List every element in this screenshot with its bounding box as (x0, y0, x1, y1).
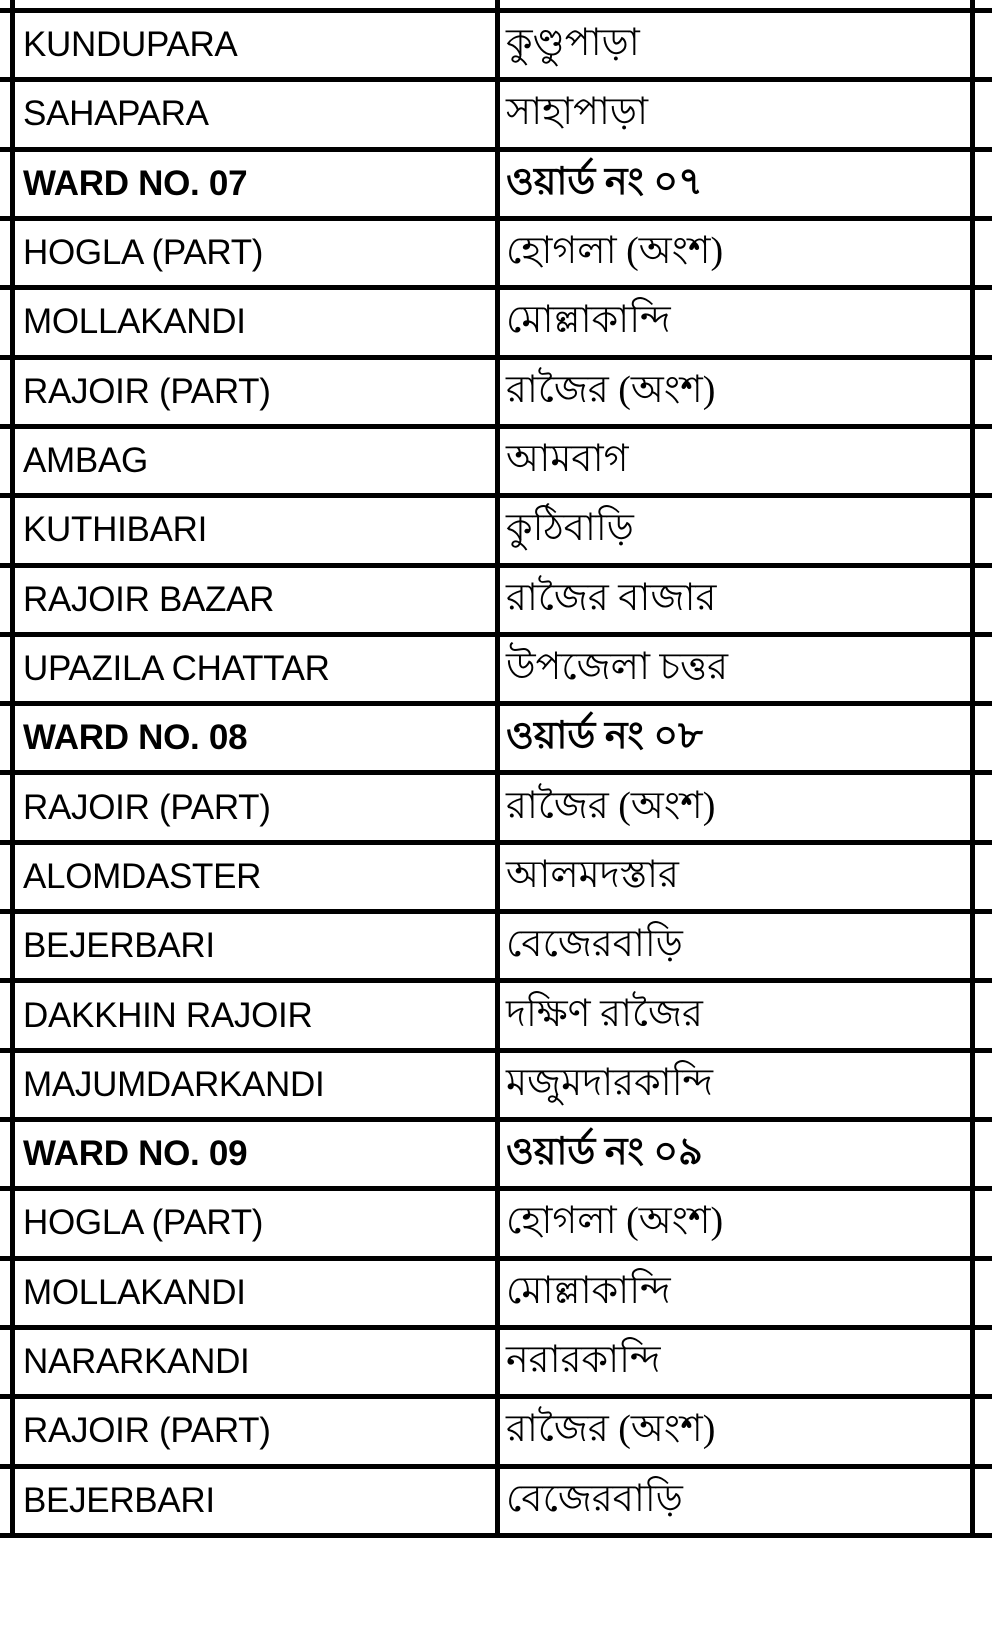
cell-english-name (15, 983, 500, 1047)
table-left-edge (0, 221, 15, 285)
table-right-edge (975, 568, 992, 632)
bengali-name-text: হোগলা (অংশ) (506, 1200, 724, 1243)
table-row (0, 290, 992, 359)
table-right-edge (975, 429, 992, 493)
table-row (0, 1399, 992, 1468)
bengali-name-text: বেজেরবাড়ি (506, 923, 683, 966)
english-name-text: BEJERBARI (23, 1480, 215, 1520)
table-left-edge (0, 290, 15, 354)
table-left-edge (0, 1053, 15, 1117)
english-name-text: WARD NO. 08 (23, 718, 248, 758)
english-name-text: MOLLAKANDI (23, 1272, 246, 1312)
english-name-text: WARD NO. 09 (23, 1134, 248, 1174)
table-left-edge (0, 1122, 15, 1186)
bengali-name-text: রাজৈর বাজার (506, 576, 717, 619)
english-name-text: MAJUMDARKANDI (23, 1064, 325, 1104)
cell-bengali-name (500, 82, 975, 146)
cell-bengali-name (500, 914, 975, 978)
ward-header-row (0, 152, 992, 221)
english-name-text: DAKKHIN RAJOIR (23, 995, 313, 1035)
english-name-text: KUNDUPARA (23, 25, 238, 65)
table-right-edge (975, 1469, 992, 1533)
table-left-edge (0, 1191, 15, 1255)
bengali-name-text: আলমদস্তার (506, 853, 679, 896)
bengali-name-text: মোল্লাকান্দি (506, 299, 671, 342)
english-name-text: WARD NO. 07 (23, 163, 248, 203)
table-right-edge (975, 775, 992, 839)
table-right-edge (975, 13, 992, 77)
table-left-edge (0, 1261, 15, 1325)
bengali-name-text: রাজৈর (অংশ) (506, 1408, 716, 1451)
table-row (0, 845, 992, 914)
table-left-edge (0, 983, 15, 1047)
table-row (0, 1053, 992, 1122)
english-name-text: ALOMDASTER (23, 856, 262, 896)
cell-english-name (15, 429, 500, 493)
table-left-edge (0, 1330, 15, 1394)
table-left-edge (0, 914, 15, 978)
cell-english-name (15, 1469, 500, 1533)
cell-bengali-name (500, 1330, 975, 1394)
cropped-top-row (0, 0, 992, 13)
table-row (0, 775, 992, 844)
table-row (0, 914, 992, 983)
cell-english-name (15, 1330, 500, 1394)
table-left-edge (0, 1469, 15, 1533)
table-right-edge (975, 1122, 992, 1186)
english-name-text: HOGLA (PART) (23, 1203, 264, 1243)
table-right-edge (975, 845, 992, 909)
cell-bengali-name (500, 983, 975, 1047)
cell-english-name (15, 1122, 500, 1186)
table-left-edge (0, 360, 15, 424)
bengali-name-text: সাহাপাড়া (506, 91, 649, 134)
cell-bengali-name (500, 290, 975, 354)
cell-bengali-name (500, 775, 975, 839)
bengali-name-text: মজুমদারকান্দি (506, 1061, 714, 1104)
cell-english-name (15, 637, 500, 701)
cell-english-name (15, 0, 500, 8)
cell-bengali-name (500, 360, 975, 424)
table-row (0, 360, 992, 429)
table-right-edge (975, 152, 992, 216)
table-left-edge (0, 1399, 15, 1463)
bengali-name-text: কুঠিবাড়ি (506, 507, 634, 550)
bengali-name-text: ওয়ার্ড নং ০৯ (506, 1131, 703, 1174)
english-name-text: BEJERBARI (23, 926, 215, 966)
english-name-text: RAJOIR (PART) (23, 787, 271, 827)
cell-bengali-name (500, 845, 975, 909)
english-name-text: NARARKANDI (23, 1342, 250, 1382)
table-left-edge (0, 152, 15, 216)
cell-bengali-name (500, 1469, 975, 1533)
table-row (0, 1261, 992, 1330)
table-right-edge (975, 0, 992, 8)
table-row (0, 1191, 992, 1260)
table-row (0, 1469, 992, 1538)
cell-english-name (15, 1261, 500, 1325)
table-right-edge (975, 498, 992, 562)
table-right-edge (975, 82, 992, 146)
cell-bengali-name (500, 13, 975, 77)
table-left-edge (0, 775, 15, 839)
cell-english-name (15, 152, 500, 216)
table-right-edge (975, 1053, 992, 1117)
table-row (0, 1330, 992, 1399)
english-name-text: HOGLA (PART) (23, 233, 264, 273)
english-name-text: MOLLAKANDI (23, 302, 246, 342)
english-name-text: SAHAPARA (23, 94, 209, 134)
table-left-edge (0, 13, 15, 77)
table-right-edge (975, 983, 992, 1047)
table-right-edge (975, 914, 992, 978)
cell-english-name (15, 82, 500, 146)
bengali-name-text: উপজেলা চত্তর (506, 645, 729, 688)
cell-english-name (15, 568, 500, 632)
table-row (0, 221, 992, 290)
table-left-edge (0, 845, 15, 909)
cell-bengali-name (500, 568, 975, 632)
english-name-text: RAJOIR BAZAR (23, 579, 275, 619)
cell-english-name (15, 290, 500, 354)
table-row (0, 82, 992, 151)
table-left-edge (0, 568, 15, 632)
cell-english-name (15, 914, 500, 978)
bengali-name-text: দক্ষিণ রাজৈর (506, 992, 703, 1035)
table-right-edge (975, 221, 992, 285)
cell-bengali-name (500, 498, 975, 562)
cell-english-name (15, 13, 500, 77)
table-row (0, 498, 992, 567)
cell-english-name (15, 221, 500, 285)
table-right-edge (975, 360, 992, 424)
english-name-text: AMBAG (23, 441, 148, 481)
table-row (0, 429, 992, 498)
cell-english-name (15, 706, 500, 770)
bengali-name-text: ওয়ার্ড নং ০৭ (506, 160, 703, 203)
english-name-text: KUTHIBARI (23, 510, 207, 550)
english-name-text: RAJOIR (PART) (23, 1411, 271, 1451)
table-left-edge (0, 498, 15, 562)
cell-english-name (15, 1399, 500, 1463)
table-left-edge (0, 82, 15, 146)
table-row (0, 13, 992, 82)
ward-header-row (0, 1122, 992, 1191)
bengali-name-text: আমবাগ (506, 438, 629, 481)
cell-bengali-name (500, 1191, 975, 1255)
cell-bengali-name (500, 152, 975, 216)
cell-bengali-name (500, 637, 975, 701)
table-row (0, 983, 992, 1052)
table-right-edge (975, 1399, 992, 1463)
cell-bengali-name (500, 221, 975, 285)
cell-english-name (15, 498, 500, 562)
bengali-name-text: কুণ্ডুপাড়া (506, 22, 640, 65)
ward-header-row (0, 706, 992, 775)
cell-bengali-name (500, 429, 975, 493)
table-right-edge (975, 1191, 992, 1255)
english-name-text: RAJOIR (PART) (23, 371, 271, 411)
table-right-edge (975, 1261, 992, 1325)
table-left-edge (0, 429, 15, 493)
table-row (0, 637, 992, 706)
table-right-edge (975, 637, 992, 701)
bengali-name-text: রাজৈর (অংশ) (506, 784, 716, 827)
cell-english-name (15, 1053, 500, 1117)
cell-bengali-name (500, 1261, 975, 1325)
table-right-edge (975, 706, 992, 770)
cell-bengali-name (500, 1122, 975, 1186)
bengali-name-text: হোগলা (অংশ) (506, 230, 724, 273)
bengali-name-text: ওয়ার্ড নং ০৮ (506, 715, 703, 758)
cell-english-name (15, 845, 500, 909)
english-name-text: UPAZILA CHATTAR (23, 648, 330, 688)
table-left-edge (0, 706, 15, 770)
table-right-edge (975, 290, 992, 354)
cell-bengali-name (500, 0, 975, 8)
bengali-name-text: নরারকান্দি (506, 1339, 661, 1382)
table-left-edge (0, 637, 15, 701)
cell-bengali-name (500, 1399, 975, 1463)
table-row (0, 568, 992, 637)
bengali-name-text: বেজেরবাড়ি (506, 1477, 683, 1520)
cell-bengali-name (500, 706, 975, 770)
bengali-name-text: মোল্লাকান্দি (506, 1269, 671, 1312)
cell-english-name (15, 1191, 500, 1255)
bengali-name-text: রাজৈর (অংশ) (506, 368, 716, 411)
cell-english-name (15, 775, 500, 839)
table-right-edge (975, 1330, 992, 1394)
cell-english-name (15, 360, 500, 424)
cell-bengali-name (500, 1053, 975, 1117)
table-left-edge (0, 0, 15, 8)
